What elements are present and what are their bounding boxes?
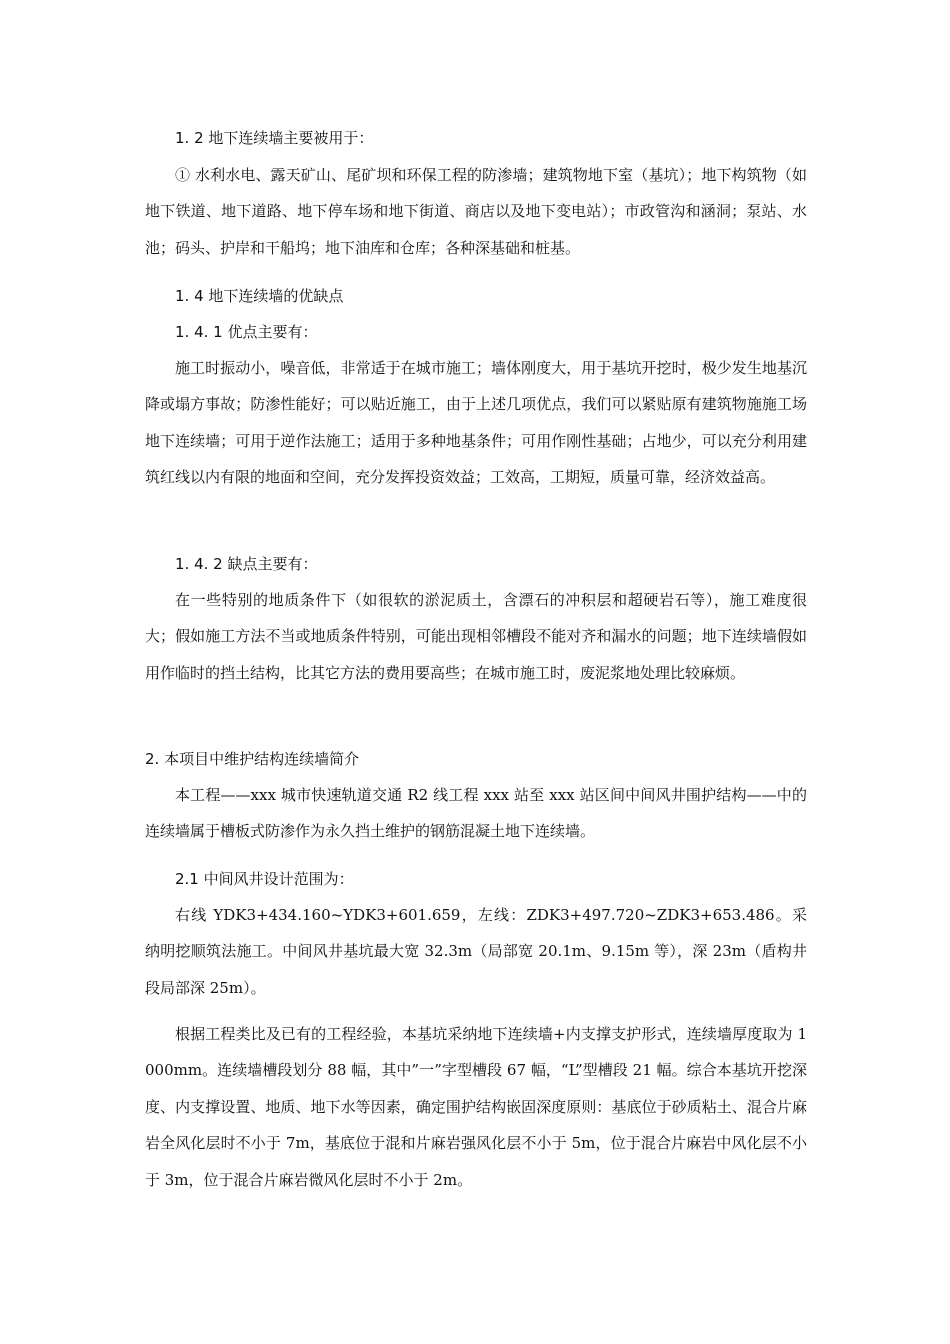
paragraph-advantages: 施工时振动小，噪音低，非常适于在城市施工；墙体刚度大，用于基坑开挖时，极少发生地基沉降或塌方事故；防渗性能好；可以贴近施工，由于上述几项优点，我们可以紧贴原有建筑物施施工场地下连续墙；可用于逆作法施工；适用于多种地基条件；可用作刚性基础；占地少，可以充分利用建筑红线以内有限的地面和空间，充分发挥投资效益；工效高，工期短，质量可靠，经济效益高。 [145, 359, 807, 487]
section-heading-2: 2. 本项目中维护结构连续墙简介 [145, 750, 360, 768]
paragraph-project-intro: 本工程——xxx 城市快速轨道交通 R2 线工程 xxx 站至 xxx 站区间中间风井围护结构——中的连续墙属于槽板式防渗作为永久挡土维护的钢筋混凝土地下连续墙。 [145, 786, 807, 841]
section-heading-1-2: 1. 2 地下连续墙主要被用于： [175, 129, 374, 147]
section-heading-1-4-2: 1. 4. 2 缺点主要有： [175, 555, 318, 573]
paragraph-design-range: 右线 YDK3+434.160~YDK3+601.659，左线：ZDK3+497.720~ZDK3+653.486。采纳明挖顺筑法施工。中间风井基坑最大宽 32.3m（局部宽 20.1m、9.15m 等），深 23m（盾构井段局部深 25m）。 [145, 906, 807, 997]
section-heading-1-4: 1. 4 地下连续墙的优缺点 [175, 287, 344, 305]
paragraph-disadvantages: 在一些特别的地质条件下（如很软的淤泥质土，含漂石的冲积层和超硬岩石等），施工难度很大；假如施工方法不当或地质条件特别，可能出现相邻槽段不能对齐和漏水的问题；地下连续墙假如用作临时的挡土结构，比其它方法的费用要高些；在城市施工时，废泥浆地处理比较麻烦。 [145, 591, 807, 682]
paragraph-support-scheme: 根据工程类比及已有的工程经验，本基坑采纳地下连续墙+内支撑支护形式，连续墙厚度取为 1000mm。连续墙槽段划分 88 幅，其中”一”字型槽段 67 幅，“L”型槽段 21 幅。综合本基坑开挖深度、内支撑设置、地质、地下水等因素，确定围护结构嵌固深度原则：基底位于砂质粘土、混合片麻岩全风化层时不小于 7m，基底位于混和片麻岩强风化层不小于 5m，位于混合片麻岩中风化层不小于 3m，位于混合片麻岩微风化层时不小于 2m。 [145, 1025, 807, 1189]
section-heading-2-1: 2.1 中间风井设计范围为： [175, 870, 354, 888]
section-heading-1-4-1: 1. 4. 1 优点主要有： [175, 323, 318, 341]
paragraph-wall-uses: ① 水利水电、露天矿山、尾矿坝和环保工程的防渗墙；建筑物地下室（基坑）；地下构筑物（如地下铁道、地下道路、地下停车场和地下街道、商店以及地下变电站）；市政管沟和涵洞；泵站、水池；码头、护岸和干船坞；地下油库和仓库；各种深基础和桩基。 [145, 166, 807, 257]
